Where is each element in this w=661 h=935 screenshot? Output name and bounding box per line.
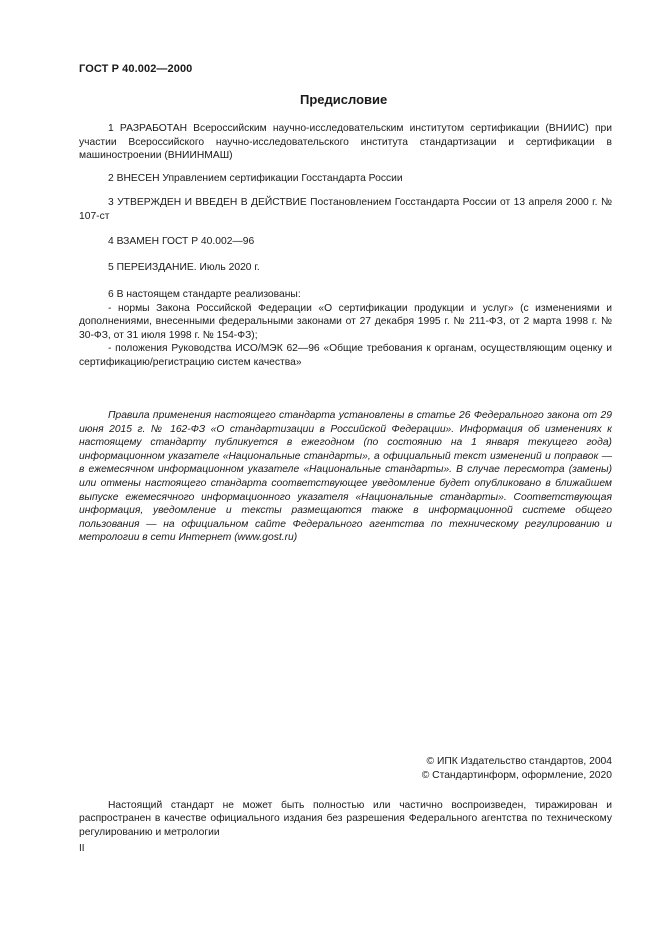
page-number: II bbox=[79, 843, 85, 854]
document-code: ГОСТ Р 40.002—2000 bbox=[79, 63, 193, 75]
foreword-item-5 bbox=[79, 261, 612, 275]
foreword-item-text: 3 УТВЕРЖДЕН И ВВЕДЕН В ДЕЙСТВИЕ Постановлением Госстандарта России от 13 апреля 2000 г. № 107-ст bbox=[79, 197, 612, 222]
foreword-item-6-bullet-2: - положения Руководства ИСО/МЭК 62—96 «Общие требования к органам, осуществляющим оценку и сертификацию/регистрацию систем качества» bbox=[79, 343, 612, 368]
reproduction-notice bbox=[79, 799, 612, 839]
application-rules-note bbox=[79, 409, 612, 545]
foreword-item-3 bbox=[79, 196, 612, 223]
foreword-item-text: 1 РАЗРАБОТАН Всероссийским научно-исследовательским институтом сертификации (ВНИИС) при участии Всероссийского научно-исследовательского института стандартизации и сертификации в машиностроении (ВНИИНМАШ) bbox=[79, 123, 612, 161]
application-rules-text: Правила применения настоящего стандарта установлены в статье 26 Федерального закона от 29 июня 2015 г. № 162-ФЗ «О стандартизации в Российской Федерации». Информация об изменениях к настоящему стандарту публикуется в ежегодном (по состоянию на 1 января текущего года) информационном указателе «Национальные стандарты», а официальный текст изменений и поправок — в ежемесячном информационном указателе «Национальные стандарты». В случае пересмотра (замены) или отмены настоящего стандарта соответствующее уведомление будет опубликовано в ближайшем выпуске ежемесячного информационного указателя «Национальные стандарты». Соответствующая информация, уведомление и тексты размещаются также в информационной системе общего пользования — на официальном сайте Федерального агентства по техническому регулированию и метрологии в сети Интернет (www.gost.ru) bbox=[79, 410, 612, 544]
foreword-item-6-lead: 6 В настоящем стандарте реализованы: bbox=[108, 289, 301, 300]
copyright-block bbox=[422, 755, 612, 782]
foreword-item-6 bbox=[79, 288, 612, 369]
reproduction-notice-text: Настоящий стандарт не может быть полностью или частично воспроизведен, тиражирован и распространен в качестве официального издания без разрешения Федерального агентства по техническому регулированию и метрологии bbox=[79, 800, 612, 838]
copyright-line-2: © Стандартинформ, оформление, 2020 bbox=[421, 769, 612, 781]
foreword-item-2 bbox=[79, 172, 612, 186]
foreword-item-1 bbox=[79, 122, 612, 163]
foreword-item-6-bullet-1: - нормы Закона Российской Федерации «О сертификации продукции и услуг» (с изменениями и дополнениями, внесенными федеральными законами от 27 декабря 1995 г. № 211-ФЗ, от 2 марта 1998 г. № 30-ФЗ, от 31 июля 1998 г. № 154-ФЗ); bbox=[79, 302, 612, 341]
copyright-line-1: © ИПК Издательство стандартов, 2004 bbox=[426, 756, 612, 767]
foreword-title: Предисловие bbox=[300, 92, 388, 107]
foreword-item-4 bbox=[79, 235, 612, 249]
foreword-item-text: 2 ВНЕСЕН Управлением сертификации Госстандарта России bbox=[108, 173, 403, 184]
foreword-item-text: 4 ВЗАМЕН ГОСТ Р 40.002—96 bbox=[108, 236, 255, 247]
foreword-item-text: 5 ПЕРЕИЗДАНИЕ. Июль 2020 г. bbox=[108, 262, 260, 273]
